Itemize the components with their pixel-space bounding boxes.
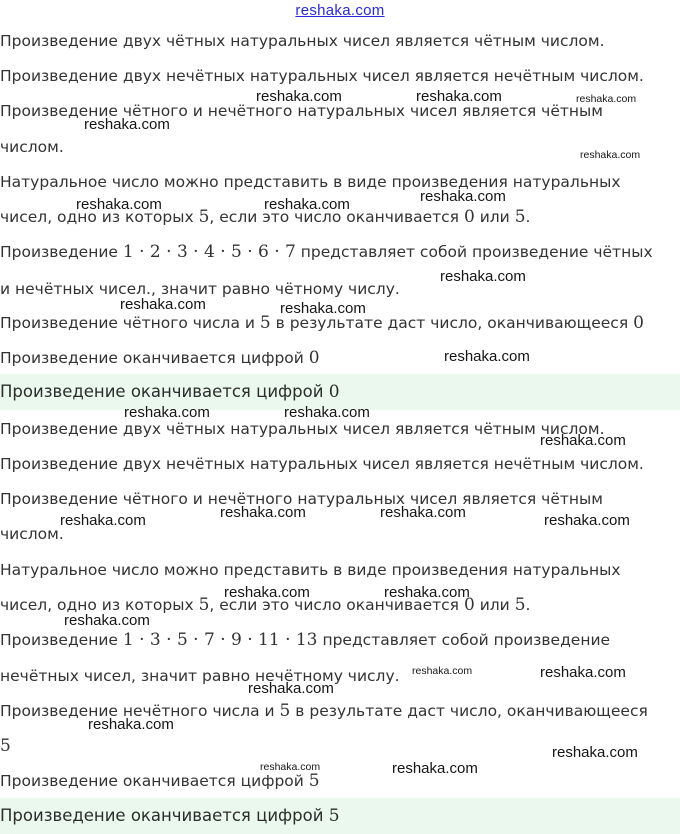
watermark: reshaka.com: [84, 116, 170, 133]
math-value: 0: [308, 348, 320, 368]
watermark: reshaka.com: [88, 716, 174, 733]
text-fragment: Произведение: [0, 243, 123, 261]
math-value: 5: [198, 207, 210, 227]
math-value: 0: [463, 207, 475, 227]
solution-line: Натуральное число можно представить в виде произведения натуральных: [0, 173, 621, 191]
math-expression: 1 · 2 · 3 · 4 · 5 · 6 · 7: [122, 242, 296, 262]
text-fragment: чисел, одно из которых: [0, 596, 199, 614]
watermark: reshaka.com: [60, 512, 146, 529]
solution-line: Произведение двух нечётных натуральных чисел является нечётным числом.: [0, 67, 644, 85]
solution-line: Произведение чётного и нечётного натуральных чисел является чётным: [0, 490, 603, 508]
math-value: 5: [279, 701, 291, 721]
watermark: reshaka.com: [384, 584, 470, 601]
math-value: 5: [259, 313, 271, 333]
math-value: 5: [514, 207, 526, 227]
watermark: reshaka.com: [280, 300, 366, 317]
text-fragment: .: [525, 208, 531, 226]
watermark: reshaka.com: [248, 680, 334, 697]
watermark: reshaka.com: [120, 296, 206, 313]
text-fragment: , если это число оканчивается: [209, 208, 464, 226]
text-fragment: , если это число оканчивается: [209, 596, 464, 614]
text-fragment: чисел, одно из которых: [0, 208, 199, 226]
math-value: 0: [328, 382, 340, 402]
text-fragment: Произведение оканчивается цифрой: [0, 806, 329, 825]
solution-line: числом.: [0, 138, 64, 156]
text-fragment: в результате даст число, оканчивающееся: [270, 314, 634, 332]
math-value: 0: [633, 313, 644, 333]
math-value: 5: [308, 771, 320, 791]
solution-line: [0, 348, 680, 368]
text-fragment: Произведение нечётного числа и: [0, 702, 280, 720]
watermark: reshaka.com: [76, 196, 162, 213]
watermark: reshaka.com: [224, 584, 310, 601]
solution-line: [0, 771, 680, 791]
answer-line: [0, 382, 680, 402]
text-fragment: Произведение оканчивается цифрой: [0, 772, 309, 790]
answer-box: [0, 798, 680, 834]
math-value: 5: [514, 595, 526, 615]
solution-line: числом.: [0, 525, 64, 543]
watermark: reshaka.com: [260, 761, 321, 773]
watermark: reshaka.com: [540, 432, 626, 449]
text-fragment: представляет собой произведение чётных: [295, 243, 653, 261]
watermark: reshaka.com: [264, 196, 350, 213]
watermark: reshaka.com: [440, 268, 526, 285]
site-header-link[interactable]: reshaka.com: [295, 2, 385, 19]
watermark: reshaka.com: [412, 665, 473, 677]
text-fragment: Произведение оканчивается цифрой: [0, 349, 309, 367]
watermark: reshaka.com: [576, 93, 637, 105]
watermark: reshaka.com: [256, 88, 342, 105]
solution-line: [0, 630, 680, 650]
text-fragment: Произведение чётного числа и: [0, 314, 260, 332]
text-fragment: или: [474, 596, 515, 614]
watermark: reshaka.com: [580, 149, 641, 161]
solution-line: Натуральное число можно представить в виде произведения натуральных: [0, 561, 621, 579]
solution-line: Произведение двух чётных натуральных чисел является чётным числом.: [0, 32, 605, 50]
watermark: reshaka.com: [540, 664, 626, 681]
watermark: reshaka.com: [380, 504, 466, 521]
watermark: reshaka.com: [420, 188, 506, 205]
watermark: reshaka.com: [416, 88, 502, 105]
solution-line: Произведение двух чётных натуральных чисел является чётным числом.: [0, 420, 605, 438]
math-value: 5: [328, 806, 340, 826]
solution-line: и нечётных чисел., значит равно чётному числу.: [0, 280, 400, 298]
text-fragment: Произведение: [0, 631, 123, 649]
math-value: 5: [198, 595, 210, 615]
watermark: reshaka.com: [64, 612, 150, 629]
text-fragment: Произведение оканчивается цифрой: [0, 382, 329, 401]
watermark: reshaka.com: [220, 504, 306, 521]
text-fragment: .: [525, 596, 531, 614]
solution-line: Произведение двух нечётных натуральных чисел является нечётным числом.: [0, 455, 644, 473]
watermark: reshaka.com: [284, 404, 370, 421]
math-value: 0: [463, 595, 475, 615]
math-expression: 1 · 3 · 5 · 7 · 9 · 11 · 13: [122, 630, 318, 650]
math-value: 5: [0, 736, 11, 756]
watermark: reshaka.com: [552, 744, 638, 761]
watermark: reshaka.com: [544, 512, 630, 529]
solution-line: [0, 242, 680, 262]
watermark: reshaka.com: [124, 404, 210, 421]
text-fragment: или: [474, 208, 515, 226]
answer-line: [0, 806, 680, 826]
watermark: reshaka.com: [392, 760, 478, 777]
text-fragment: в результате даст число, оканчивающееся: [290, 702, 648, 720]
solution-line: Произведение чётного и нечётного натуральных чисел является чётным: [0, 102, 603, 120]
text-fragment: представляет собой произведение: [317, 631, 611, 649]
solution-line: нечётных чисел, значит равно нечётному числу.: [0, 667, 400, 685]
watermark: reshaka.com: [444, 348, 530, 365]
